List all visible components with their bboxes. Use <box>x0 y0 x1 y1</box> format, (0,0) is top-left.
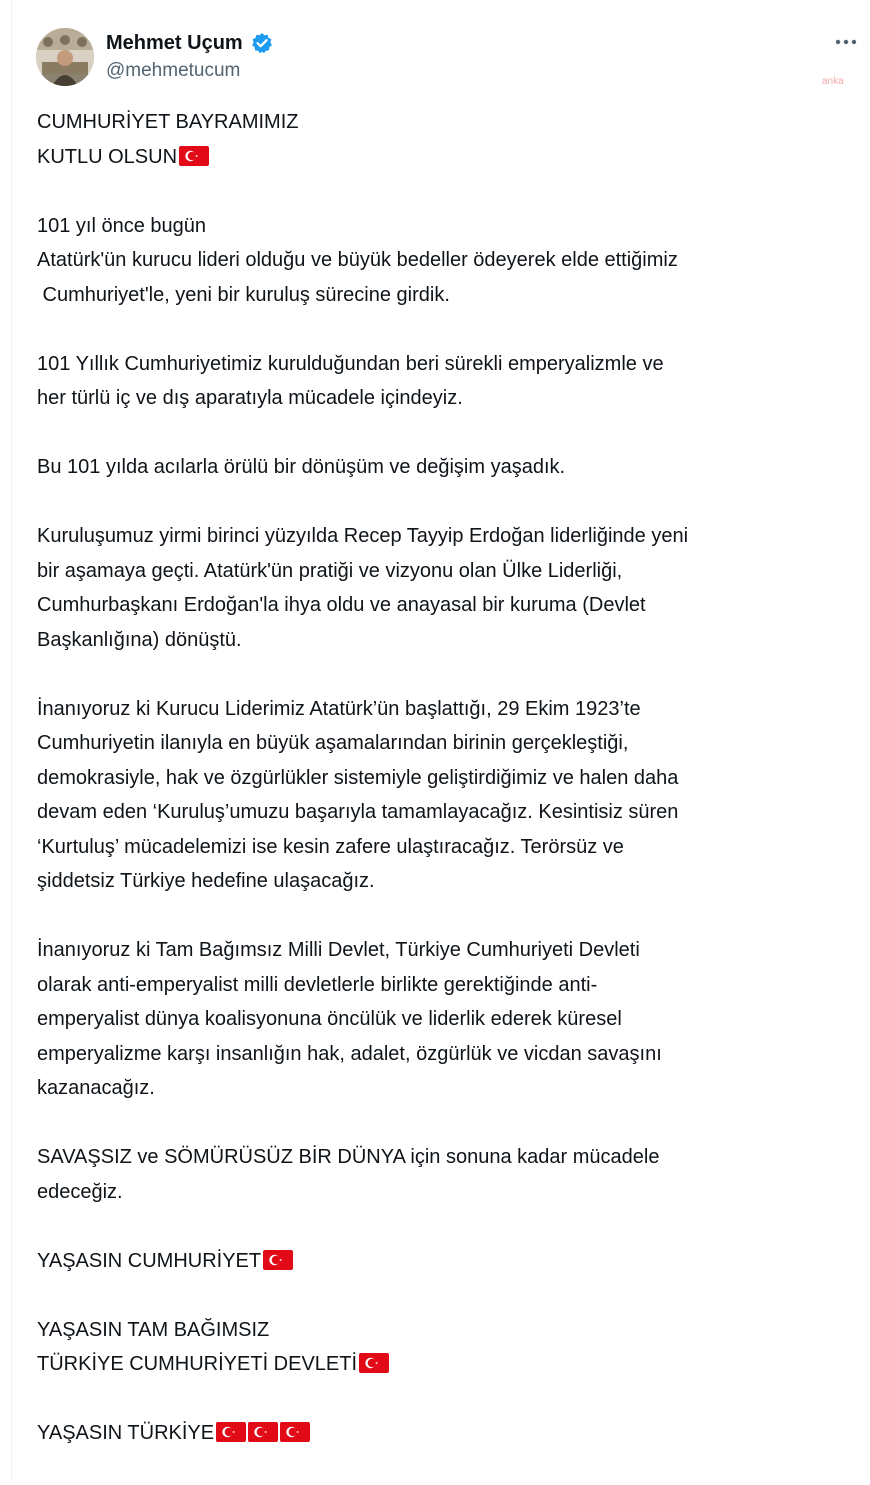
tweet-line-text: devam eden ‘Kuruluş’umuzu başarıyla tamamlayacağız. Kesintisiz süren <box>37 801 679 823</box>
tweet-paragraph <box>37 105 862 174</box>
tweet-line <box>37 243 862 278</box>
tweet-line-text: 101 Yıllık Cumhuriyetimiz kurulduğundan beri sürekli emperyalizmle ve <box>37 352 664 375</box>
tweet-paragraph <box>37 347 862 416</box>
tweet-line-text: edeceğiz. <box>37 1180 123 1203</box>
tweet-line <box>37 347 862 382</box>
tweet-line <box>37 1037 862 1072</box>
tweet-line <box>37 1071 862 1106</box>
tweet-line-text: kazanacağız. <box>37 1077 155 1099</box>
avatar[interactable] <box>36 28 94 86</box>
tweet-paragraph <box>37 1140 862 1209</box>
profile-photo-icon <box>36 28 94 86</box>
tweet-paragraph <box>37 933 862 1106</box>
turkey-flag-icon <box>263 1247 293 1267</box>
tweet-line <box>37 795 862 830</box>
tweet-paragraph <box>37 1313 862 1382</box>
tweet-line-text: Kuruluşumuz yirmi birinci yüzyılda Recep Tayyip Erdoğan liderliğinde yeni <box>37 525 689 547</box>
tweet-line-text: CUMHURİYET BAYRAMIMIZ <box>37 111 299 133</box>
tweet-line-text: YAŞASIN TÜRKİYE <box>37 1422 215 1444</box>
tweet-line-text: TÜRKİYE CUMHURİYETİ DEVLETİ <box>37 1353 358 1375</box>
tweet-line-text: YAŞASIN CUMHURİYET <box>37 1249 262 1272</box>
tweet-line-text: 101 yıl önce bugün <box>37 214 207 237</box>
display-name[interactable]: Mehmet Uçum <box>106 32 243 54</box>
tweet-line-text: ‘Kurtuluş’ mücadelemizi ise kesin zafere ulaştıracağız. Terörsüz ve <box>37 835 624 858</box>
tweet-line <box>37 1175 862 1210</box>
turkey-flag-icon <box>359 1350 389 1370</box>
tweet-line <box>37 830 862 865</box>
tweet-line <box>37 1002 862 1037</box>
author-block <box>106 30 273 84</box>
tweet-line <box>37 105 862 140</box>
tweet-line <box>37 1347 862 1382</box>
tweet-paragraph <box>37 519 862 657</box>
tweet-line-text: İnanıyoruz ki Kurucu Liderimiz Atatürk’ün başlattığı, 29 Ekim 1923’te <box>37 697 641 720</box>
tweet-paragraph <box>37 450 862 485</box>
tweet-line <box>37 1313 862 1348</box>
tweet-line <box>37 140 862 175</box>
tweet-line <box>37 278 862 313</box>
tweet-line <box>37 933 862 968</box>
tweet-paragraph <box>37 1416 862 1451</box>
tweet-line <box>37 761 862 796</box>
tweet-line <box>37 692 862 727</box>
tweet-line-text: demokrasiyle, hak ve özgürlükler sistemiyle geliştirdiğimiz ve halen daha <box>37 766 679 789</box>
tweet-line-text: Cumhuriyet'le, yeni bir kuruluş sürecine girdik. <box>37 283 450 306</box>
watermark: anka <box>822 76 844 87</box>
tweet-line <box>37 209 862 244</box>
tweet-line-text: Atatürk'ün kurucu lideri olduğu ve büyük bedeller ödeyerek elde ettiğimiz <box>37 249 678 271</box>
tweet-line-text: KUTLU OLSUN <box>37 145 178 168</box>
tweet-line-text: emperyalist dünya koalisyonuna öncülük ve liderlik ederek küresel <box>37 1008 622 1030</box>
tweet-line-text: şiddetsiz Türkiye hedefine ulaşacağız. <box>37 870 375 892</box>
tweet-paragraph <box>37 209 862 313</box>
tweet-line-text: Cumhuriyetin ilanıyla en büyük aşamalarından birinin gerçekleştiği, <box>37 732 629 754</box>
tweet-line-text: İnanıyoruz ki Tam Bağımsız Milli Devlet, Türkiye Cumhuriyeti Devleti <box>37 939 640 961</box>
tweet-line-text: YAŞASIN TAM BAĞIMSIZ <box>37 1318 270 1341</box>
tweet-paragraph <box>37 1244 862 1279</box>
tweet-line <box>37 864 862 899</box>
tweet-line-text: Başkanlığına) dönüştü. <box>37 628 242 651</box>
turkey-flag-icon <box>216 1419 246 1439</box>
turkey-flag-icon <box>280 1419 310 1439</box>
tweet-line-text: olarak anti-emperyalist milli devletlerle birlikte gerektiğinde anti- <box>37 973 598 996</box>
tweet-line <box>37 554 862 589</box>
tweet-header <box>36 28 856 88</box>
tweet-text <box>37 105 862 1485</box>
tweet-line <box>37 450 862 485</box>
tweet-line <box>37 519 862 554</box>
tweet-line <box>37 1244 862 1279</box>
tweet-line-text: SAVAŞSIZ ve SÖMÜRÜSÜZ BİR DÜNYA için sonuna kadar mücadele <box>37 1146 660 1168</box>
tweet-line-text: bir aşamaya geçti. Atatürk'ün pratiği ve vizyonu olan Ülke Liderliği, <box>37 559 623 582</box>
author-handle[interactable]: @mehmetucum <box>106 60 241 81</box>
tweet-line <box>37 726 862 761</box>
turkey-flag-icon <box>179 143 209 163</box>
verified-badge-icon <box>251 32 273 54</box>
tweet-line-text: her türlü iç ve dış aparatıyla mücadele içindeyiz. <box>37 387 463 409</box>
tweet-line <box>37 1416 862 1451</box>
tweet-line <box>37 381 862 416</box>
tweet-line <box>37 968 862 1003</box>
tweet-paragraph <box>37 692 862 899</box>
tweet-line-text: Bu 101 yılda acılarla örülü bir dönüşüm ve değişim yaşadık. <box>37 456 566 478</box>
tweet-line-text: Cumhurbaşkanı Erdoğan'la ihya oldu ve anayasal bir kuruma (Devlet <box>37 594 646 616</box>
tweet-line <box>37 1140 862 1175</box>
tweet-line <box>37 623 862 658</box>
ellipsis-icon[interactable] <box>832 30 860 54</box>
tweet-line <box>37 588 862 623</box>
timeline-border <box>11 0 12 1480</box>
turkey-flag-icon <box>248 1419 278 1439</box>
tweet-line-text: emperyalizme karşı insanlığın hak, adalet, özgürlük ve vicdan savaşını <box>37 1042 662 1065</box>
